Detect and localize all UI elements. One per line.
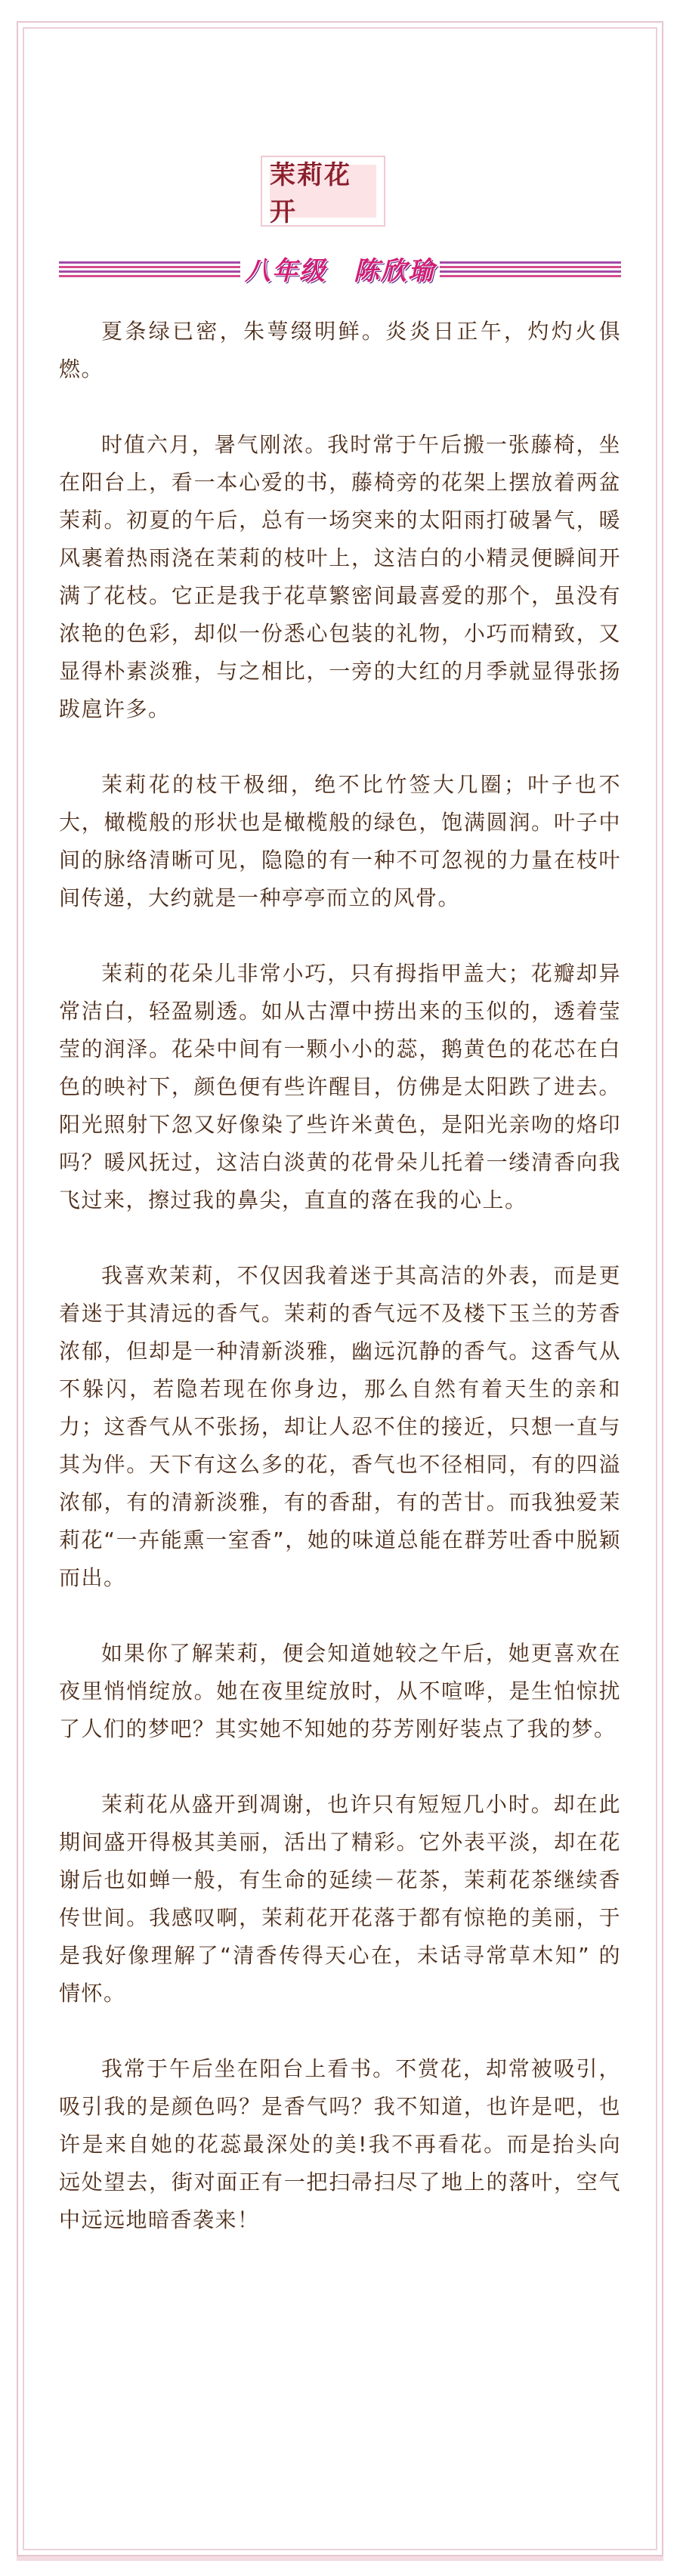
frame-bottom-stripe [17,2556,663,2561]
paragraph-3: 茉莉花的枝干极细，绝不比竹签大几圈；叶子也不大，橄榄般的形状也是橄榄般的绿色，饱满圆润。叶子中间的脉络清晰可见，隐隐的有一种不可忽视的力量在枝叶间传递，大约就是一种亭亭而立的风骨。 [59,772,621,910]
title-box [261,156,385,227]
paragraph-5: 我喜欢茉莉，不仅因我着迷于其高洁的外表，而是更着迷于其清远的香气。茉莉的香气远不及楼下玉兰的芳香浓郁，但却是一种清新淡雅，幽远沉静的香气。这香气从不躲闪，若隐若现在你身边，那么自然有着天生的亲和力；这香气从不张扬，却让人忍不住的接近，只想一直与其为伴。天下有这么多的花，香气也不径相同，有的四溢浓郁，有的清新淡雅，有的香甜，有的苦甘。而我独爱茉莉花“一卉能熏一室香”，她的味道总能在群芳吐香中脱颖而出。 [59,1263,621,1590]
paragraph-6: 如果你了解茉莉，便会知道她较之午后，她更喜欢在夜里悄悄绽放。她在夜里绽放时，从不喧哗，是生怕惊扰了人们的梦吧？其实她不知她的芬芳刚好装点了我的梦。 [59,1641,621,1741]
author-name: 陈欣瑜 [354,256,435,286]
author-grade: 八年级 [245,256,326,286]
author-bar [59,254,621,289]
author-line [59,254,621,289]
paragraph-2: 时值六月，暑气刚浓。我时常于午后搬一张藤椅，坐在阳台上，看一本心爱的书，藤椅旁的花架上摆放着两盆茉莉。初夏的午后，总有一场突来的太阳雨打破暑气，暖风裹着热雨浇在茉莉的枝叶上，这洁白的小精灵便瞬间开满了花枝。它正是我于花草繁密间最喜爱的那个，虽没有浓艳的色彩，却似一份悉心包装的礼物，小巧而精致，又显得朴素淡雅，与之相比，一旁的大红的月季就显得张扬跋扈许多。 [59,432,621,721]
paragraph-1: 夏条绿已密，朱萼缀明鲜。炎炎日正午，灼灼火俱燃。 [59,319,621,381]
article-body [59,313,621,2277]
title-background [270,160,376,227]
paragraph-7: 茉莉花从盛开到凋谢，也许只有短短几小时。却在此期间盛开得极其美丽，活出了精彩。它外表平淡，却在花谢后也如蝉一般，有生命的延续－花茶，茉莉花茶继续香传世间。我感叹啊，茉莉花开花落于都有惊艳的美丽，于是我好像理解了“清香传得天心在，未话寻常草木知” 的情怀。 [59,1792,621,2006]
paragraph-8: 我常于午后坐在阳台上看书。不赏花，却常被吸引，吸引我的是颜色吗？是香气吗？我不知道，也许是吧，也许是来自她的花蕊最深处的美!我不再看花。而是抬头向远处望去，街对面正有一把扫帚扫尽了地上的落叶，空气中远远地暗香袭来！ [59,2056,621,2232]
article-title: 茉莉花开 [270,160,351,227]
paragraph-4: 茉莉的花朵儿非常小巧，只有拇指甲盖大；花瓣却异常洁白，轻盈剔透。如从古潭中捞出来的玉似的，透着莹莹的润泽。花朵中间有一颗小小的蕊，鹅黄色的花芯在白色的映衬下，颜色便有些许醒目，仿佛是太阳跌了进去。阳光照射下忽又好像染了些许米黄色，是阳光亲吻的烙印吗？暖风抚过，这洁白淡黄的花骨朵儿托着一缕清香向我飞过来，擦过我的鼻尖，直直的落在我的心上。 [59,961,621,1212]
